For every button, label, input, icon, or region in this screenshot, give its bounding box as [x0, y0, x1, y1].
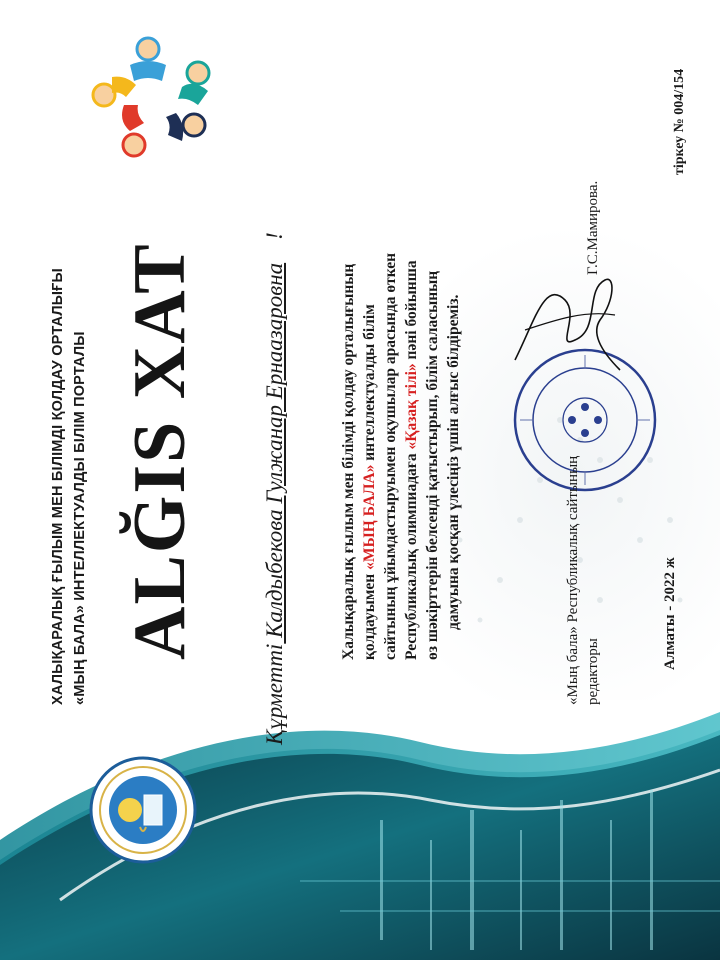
- body-line-4-start: Республикалық олимпиадаға: [403, 449, 420, 660]
- body-line-2-start: қолдауымен: [361, 569, 378, 660]
- body-line-2-end: интеллектуалды білім: [361, 304, 378, 465]
- greeting-line: [262, 232, 288, 745]
- editor-line-1: «Мың бала» Республикалық сайтының: [565, 455, 581, 705]
- body-line-1: Халықаралық ғылым мен білімді қолдау орталығының: [340, 263, 357, 660]
- certificate-title: ALĞIS XAT: [119, 242, 201, 660]
- body-line-2: [361, 304, 379, 660]
- recipient-name: Калдыбекова Гулжанар Ернаазаровна: [262, 262, 287, 644]
- body-line-4-end: пәні бойынша: [403, 260, 420, 364]
- portal-name-highlight: «МЫҢ БАЛА»: [361, 464, 378, 570]
- signature-icon: [505, 260, 625, 390]
- body-line-3: сайтының ұйымдастыруымен оқушылар арасында өткен: [382, 252, 399, 660]
- editor-line-2: редакторы: [585, 638, 601, 705]
- registration-number: тіркеу № 004/154: [672, 68, 687, 175]
- subject-name-highlight: «Қазақ тілі»: [403, 363, 420, 450]
- body-line-5: өз шәкірттерін белсенді қатыстырып, білім саласының: [424, 270, 441, 660]
- greeting-exclamation: !: [262, 232, 287, 240]
- greeting-prefix: Құрметті: [262, 643, 287, 745]
- body-line-6: дамуына қосқан үлесіңіз үшін алғыс білдіреміз.: [445, 294, 462, 630]
- body-line-4: [403, 260, 421, 660]
- city-year: Алматы - 2022 ж: [662, 557, 678, 670]
- header-line-1: ХАЛЫҚАРАЛЫҚ ҒЫЛЫМ МЕН БІЛІМДІ ҚОЛДАУ ОРТАЛЫҒЫ: [50, 268, 66, 705]
- header-line-2: «МЫҢ БАЛА» ИНТЕЛЛЕКТУАЛДЫ БІЛІМ ПОРТАЛЫ: [72, 331, 88, 705]
- editor-name: Г.С.Мамирова.: [585, 180, 601, 275]
- center-emblem-icon: [88, 755, 198, 865]
- people-circle-logo-icon: [90, 35, 220, 165]
